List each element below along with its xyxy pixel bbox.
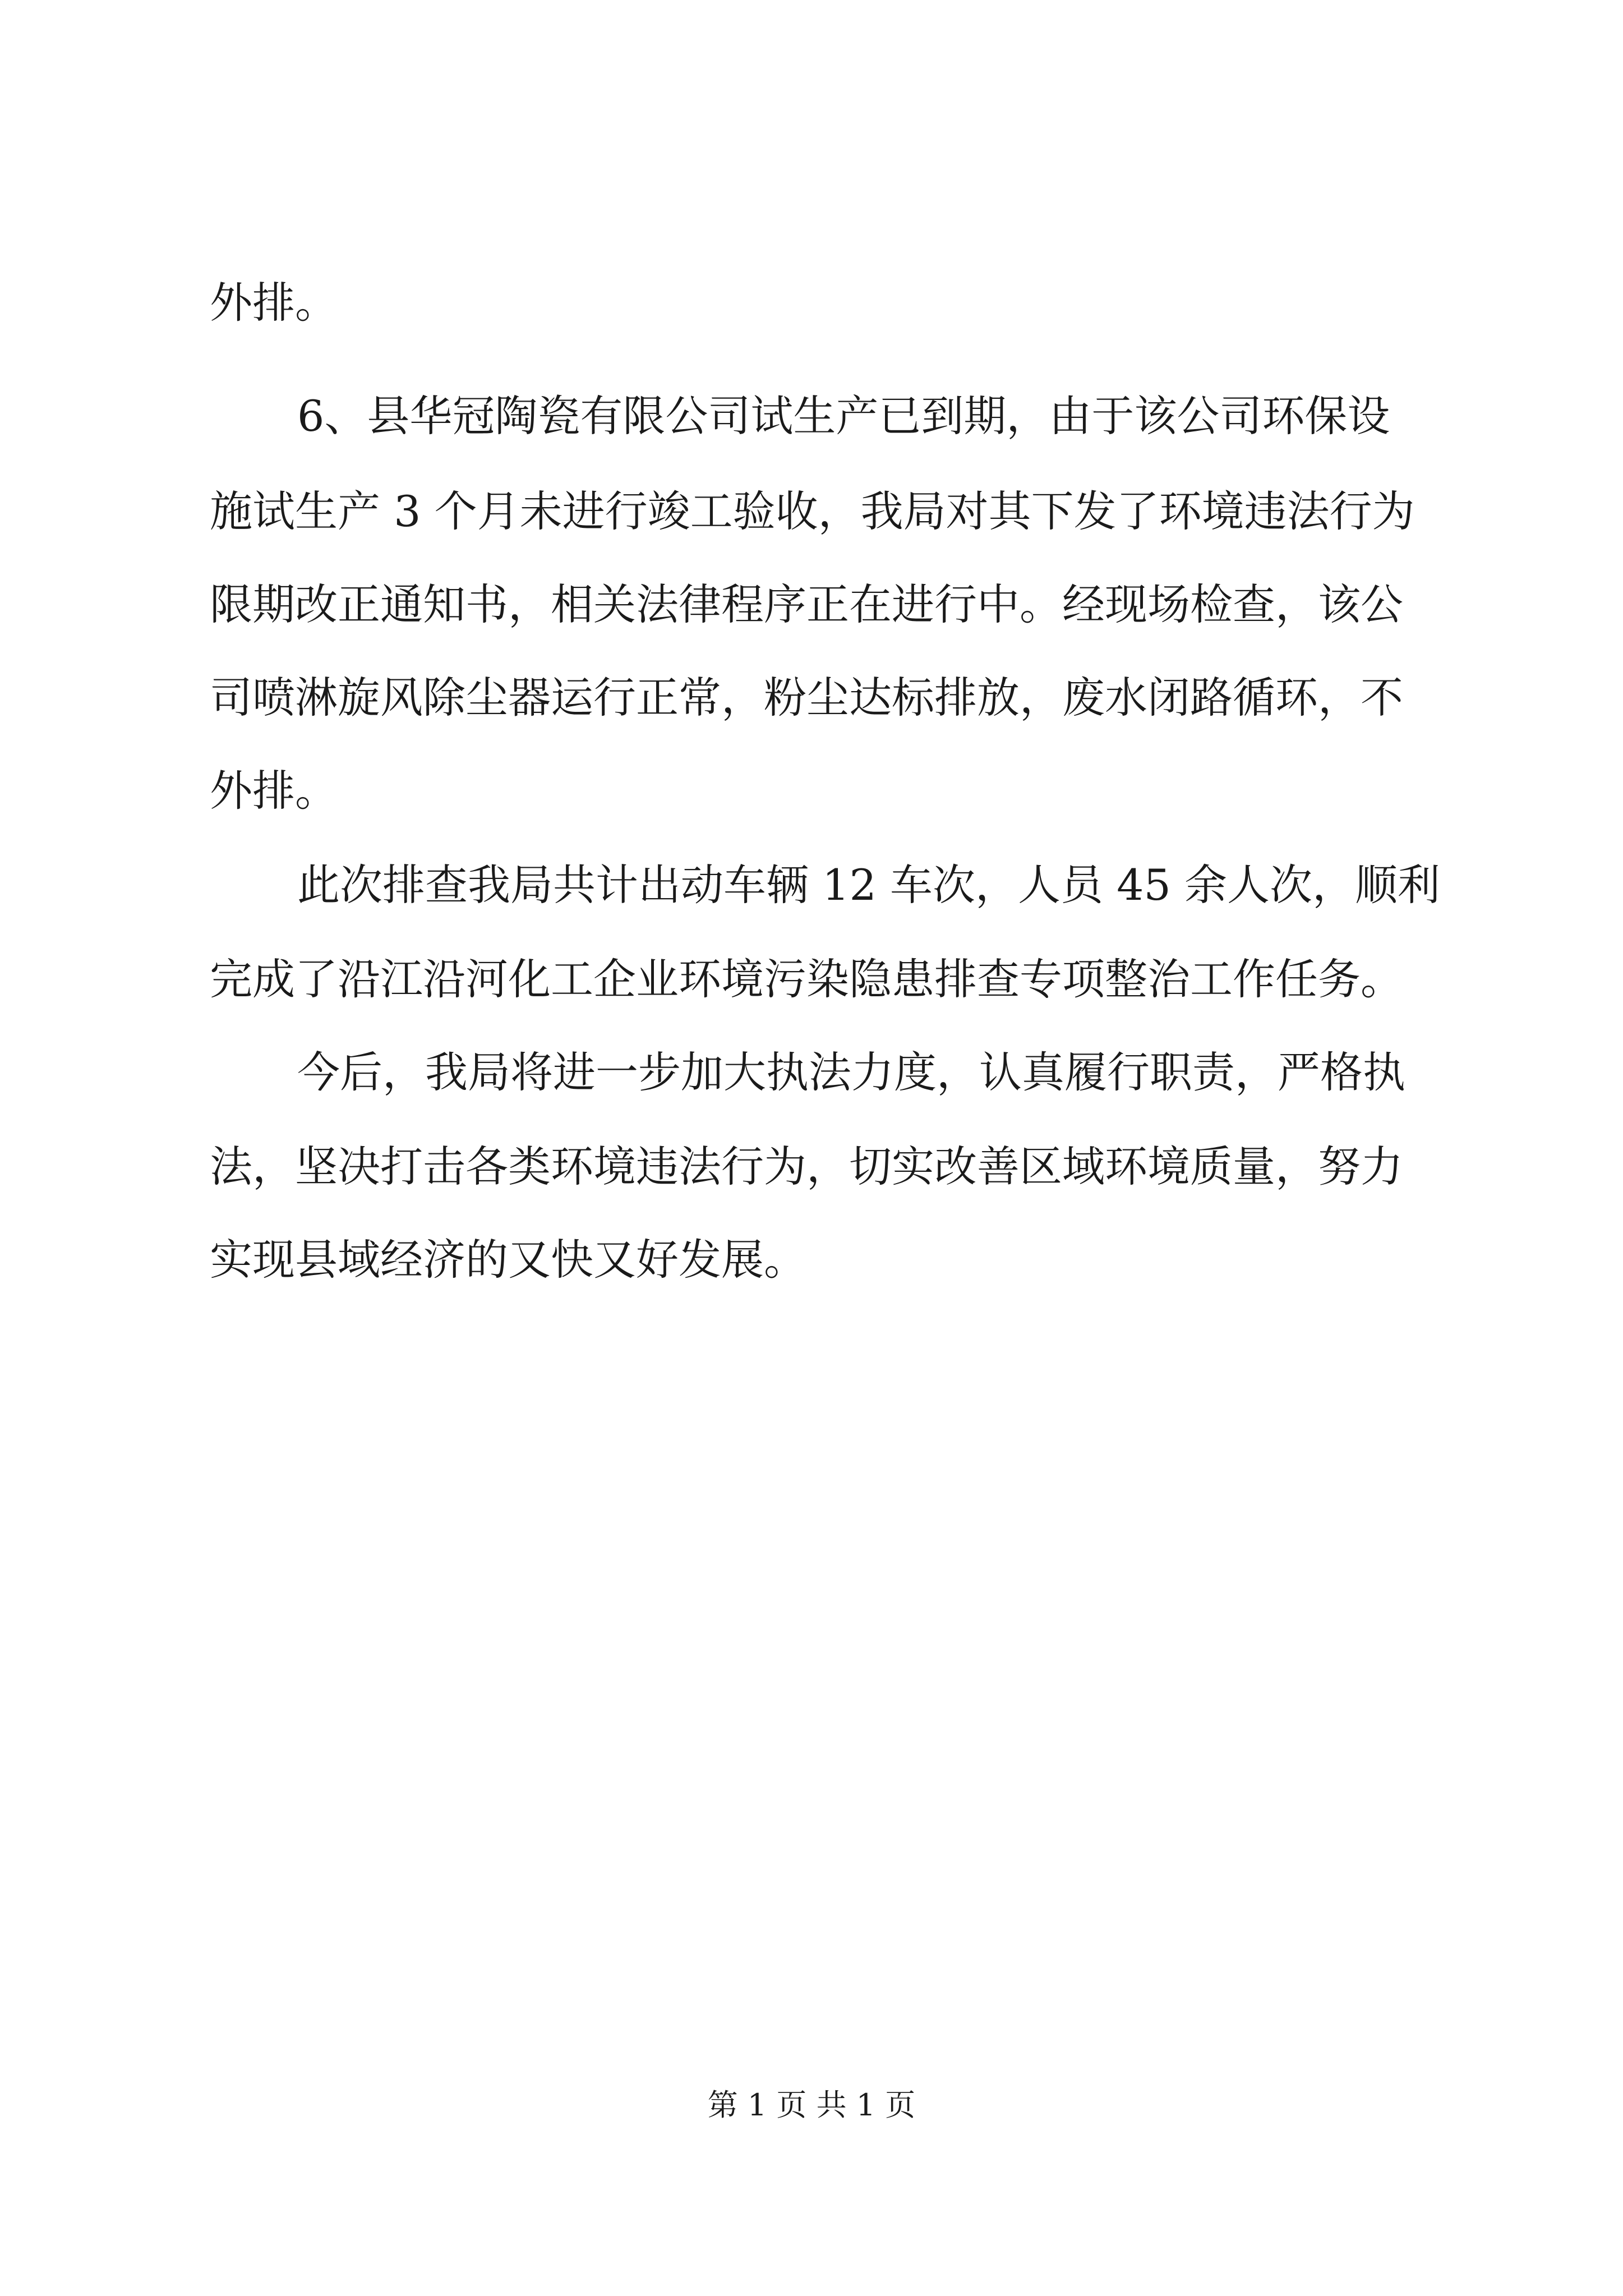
- text-line-6: 外排。: [210, 766, 338, 816]
- text-line-3: 施试生产 3 个月未进行竣工验收，我局对其下发了环境违法行为: [210, 486, 1415, 536]
- text-line-2: 6、县华冠陶瓷有限公司试生产已到期，由于该公司环保设: [297, 391, 1390, 441]
- text-line-8: 完成了沿江沿河化工企业环境污染隐患排查专项整治工作任务。: [210, 954, 1403, 1004]
- text-line-1: 外排。: [210, 278, 338, 328]
- text-line-4: 限期改正通知书，相关法律程序正在进行中。经现场检查，该公: [210, 579, 1403, 629]
- text-line-5: 司喷淋旋风除尘器运行正常，粉尘达标排放，废水闭路循环，不: [210, 673, 1403, 723]
- text-line-7: 此次排查我局共计出动车辆 12 车次，人员 45 余人次，顺利: [297, 860, 1441, 910]
- page-footer: 第 1 页 共 1 页: [707, 2087, 916, 2123]
- text-line-9: 今后，我局将进一步加大执法力度，认真履行职责，严格执: [297, 1047, 1405, 1097]
- text-line-10: 法，坚决打击各类环境违法行为，切实改善区域环境质量，努力: [210, 1142, 1403, 1191]
- text-line-11: 实现县域经济的又快又好发展。: [210, 1235, 806, 1285]
